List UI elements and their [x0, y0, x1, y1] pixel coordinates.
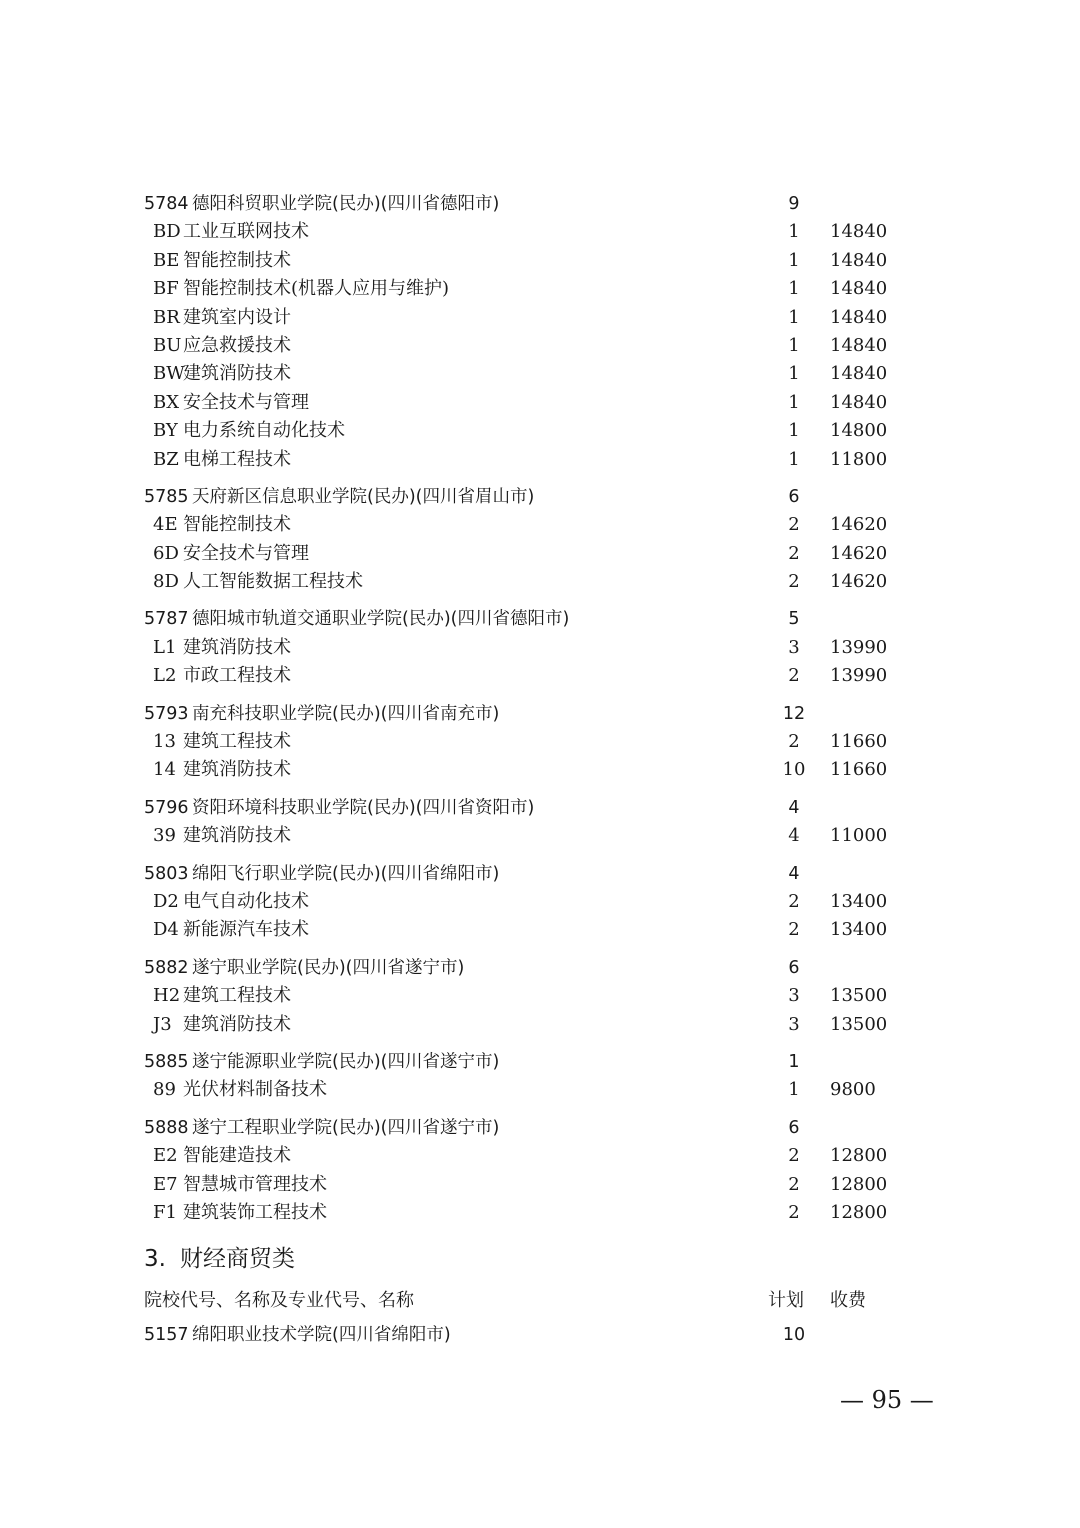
school-row: [144, 483, 904, 511]
major-fee: 14840: [830, 221, 888, 243]
school-code: 5793: [144, 703, 189, 724]
major-row: [144, 634, 904, 662]
major-name: 新能源汽车技术: [183, 919, 309, 941]
major-code: 13: [153, 731, 176, 753]
major-name: 智能控制技术: [183, 249, 291, 271]
major-name: 建筑消防技术: [183, 759, 291, 781]
major-row: [144, 417, 904, 445]
major-code: F1: [153, 1201, 177, 1223]
major-name: 电气自动化技术: [183, 890, 309, 912]
school-name: 绵阳职业技术学院(四川省绵阳市): [192, 1325, 451, 1346]
major-code: D4: [153, 919, 179, 941]
major-code: BU: [153, 334, 182, 356]
major-code: 4E: [153, 514, 178, 536]
major-fee: 11800: [830, 448, 888, 470]
major-name: 建筑消防技术: [183, 363, 291, 385]
major-code: L2: [153, 665, 177, 687]
school-code: 5784: [144, 194, 189, 214]
major-code: BZ: [153, 448, 179, 470]
major-fee: 11000: [830, 825, 888, 847]
school-plan: 10: [782, 1325, 806, 1346]
school-plan: 6: [788, 957, 800, 978]
major-fee: 13990: [830, 665, 888, 687]
major-row: [144, 728, 904, 756]
major-name: 建筑工程技术: [183, 731, 291, 753]
table-header: [144, 1281, 904, 1321]
major-code: BF: [153, 278, 179, 300]
major-code: BR: [153, 306, 180, 328]
major-row: [144, 756, 904, 784]
school-row: [144, 605, 904, 633]
major-row: [144, 888, 904, 916]
major-code: BD: [153, 221, 181, 243]
school-row: [144, 190, 904, 218]
major-plan: 2: [788, 731, 800, 753]
major-row: [144, 304, 904, 332]
major-row: [144, 1171, 904, 1199]
major-row: [144, 1011, 904, 1039]
major-plan: 3: [788, 1013, 800, 1035]
school-row: [144, 860, 904, 888]
major-plan: 1: [788, 221, 800, 243]
major-plan: 1: [788, 249, 800, 271]
major-fee: 12800: [830, 1173, 888, 1195]
school-code: 5888: [144, 1117, 189, 1138]
major-name: 智能控制技术: [183, 514, 291, 536]
school-row: [144, 954, 904, 982]
school-name: 德阳科贸职业学院(民办)(四川省德阳市): [192, 194, 500, 214]
major-plan: 1: [788, 420, 800, 442]
school-row: [144, 1321, 904, 1349]
major-code: BW: [153, 363, 185, 385]
major-plan: 3: [788, 636, 800, 658]
major-row: [144, 916, 904, 944]
major-row: [144, 982, 904, 1010]
school-plan: 4: [788, 797, 800, 818]
school-name: 南充科技职业学院(民办)(四川省南充市): [192, 703, 500, 724]
major-code: E2: [153, 1145, 178, 1167]
major-name: 智能建造技术: [183, 1145, 291, 1167]
major-name: 光伏材料制备技术: [183, 1079, 327, 1101]
major-plan: 1: [788, 391, 800, 413]
major-name: 智能控制技术(机器人应用与维护): [183, 278, 450, 300]
major-plan: 2: [788, 571, 800, 593]
major-name: 人工智能数据工程技术: [183, 571, 363, 593]
major-row: [144, 218, 904, 246]
major-name: 电梯工程技术: [183, 448, 291, 470]
major-row: [144, 1199, 904, 1227]
major-row: [144, 822, 904, 850]
school-plan: 5: [788, 609, 800, 630]
major-fee: 9800: [830, 1079, 876, 1101]
major-fee: 14620: [830, 542, 888, 564]
section-number: 3.: [144, 1246, 166, 1273]
major-plan: 3: [788, 985, 800, 1007]
page-number: — 95 —: [840, 1386, 934, 1414]
major-code: BX: [153, 391, 180, 413]
major-row: [144, 360, 904, 388]
school-plan: 4: [788, 863, 800, 884]
header-plan: 计划: [768, 1290, 804, 1312]
major-fee: 12800: [830, 1145, 888, 1167]
school-row: [144, 700, 904, 728]
major-code: 14: [153, 759, 176, 781]
major-name: 应急救援技术: [183, 334, 291, 356]
major-fee: 14840: [830, 334, 888, 356]
major-plan: 10: [782, 759, 806, 781]
school-plan: 1: [788, 1051, 800, 1072]
school-code: 5157: [144, 1325, 189, 1346]
major-name: 建筑装饰工程技术: [183, 1201, 327, 1223]
school-code: 5787: [144, 609, 189, 630]
major-code: 8D: [153, 571, 179, 593]
section-title: 财经商贸类: [180, 1246, 295, 1273]
school-code: 5882: [144, 957, 189, 978]
header-name: 院校代号、名称及专业代号、名称: [144, 1290, 414, 1312]
major-plan: 4: [788, 825, 800, 847]
school-code: 5785: [144, 486, 189, 507]
school-name: 绵阳飞行职业学院(民办)(四川省绵阳市): [192, 863, 500, 884]
school-row: [144, 1048, 904, 1076]
school-plan: 9: [788, 194, 800, 214]
major-plan: 1: [788, 306, 800, 328]
major-row: [144, 1076, 904, 1104]
major-plan: 1: [788, 448, 800, 470]
major-row: [144, 540, 904, 568]
major-plan: 2: [788, 919, 800, 941]
school-row: [144, 1114, 904, 1142]
major-plan: 1: [788, 363, 800, 385]
major-row: [144, 662, 904, 690]
major-code: L1: [153, 636, 177, 658]
schools-list: [144, 190, 904, 1227]
major-code: D2: [153, 890, 179, 912]
school-row: [144, 794, 904, 822]
major-name: 电力系统自动化技术: [183, 420, 345, 442]
major-name: 智慧城市管理技术: [183, 1173, 327, 1195]
major-fee: 11660: [830, 731, 888, 753]
major-fee: 13400: [830, 890, 888, 912]
major-plan: 2: [788, 1173, 800, 1195]
school-plan: 12: [782, 703, 806, 724]
major-plan: 2: [788, 890, 800, 912]
major-fee: 12800: [830, 1201, 888, 1223]
school-name: 德阳城市轨道交通职业学院(民办)(四川省德阳市): [192, 609, 570, 630]
major-name: 安全技术与管理: [183, 542, 309, 564]
school-name: 遂宁能源职业学院(民办)(四川省遂宁市): [192, 1051, 500, 1072]
enrollment-table: [144, 190, 904, 1350]
school-name: 遂宁工程职业学院(民办)(四川省遂宁市): [192, 1117, 500, 1138]
major-fee: 14840: [830, 391, 888, 413]
major-plan: 2: [788, 542, 800, 564]
school-name: 资阳环境科技职业学院(民办)(四川省资阳市): [192, 797, 535, 818]
major-name: 建筑工程技术: [183, 985, 291, 1007]
major-code: 6D: [153, 542, 179, 564]
major-plan: 1: [788, 278, 800, 300]
major-row: [144, 568, 904, 596]
school-plan: 6: [788, 486, 800, 507]
major-code: 39: [153, 825, 176, 847]
major-row: [144, 511, 904, 539]
major-name: 建筑消防技术: [183, 825, 291, 847]
major-fee: 13500: [830, 1013, 888, 1035]
school-code: 5885: [144, 1051, 189, 1072]
school-name: 天府新区信息职业学院(民办)(四川省眉山市): [192, 486, 535, 507]
major-plan: 1: [788, 334, 800, 356]
major-fee: 14840: [830, 363, 888, 385]
major-name: 市政工程技术: [183, 665, 291, 687]
major-fee: 14800: [830, 420, 888, 442]
major-plan: 2: [788, 514, 800, 536]
major-plan: 2: [788, 1145, 800, 1167]
school-name: 遂宁职业学院(民办)(四川省遂宁市): [192, 957, 465, 978]
section-heading: [144, 1239, 904, 1279]
major-code: J3: [153, 1013, 172, 1035]
major-row: [144, 332, 904, 360]
major-fee: 14840: [830, 278, 888, 300]
major-name: 建筑消防技术: [183, 1013, 291, 1035]
major-code: H2: [153, 985, 181, 1007]
major-plan: 1: [788, 1079, 800, 1101]
major-fee: 11660: [830, 759, 888, 781]
major-name: 建筑消防技术: [183, 636, 291, 658]
school-code: 5796: [144, 797, 189, 818]
school-plan: 6: [788, 1117, 800, 1138]
major-name: 安全技术与管理: [183, 391, 309, 413]
header-fee: 收费: [830, 1290, 866, 1312]
major-code: BY: [153, 420, 178, 442]
major-code: BE: [153, 249, 180, 271]
major-row: [144, 446, 904, 474]
major-name: 工业互联网技术: [183, 221, 309, 243]
major-fee: 13400: [830, 919, 888, 941]
major-fee: 14620: [830, 514, 888, 536]
major-code: E7: [153, 1173, 178, 1195]
major-fee: 14840: [830, 306, 888, 328]
major-fee: 13990: [830, 636, 888, 658]
major-fee: 14840: [830, 249, 888, 271]
major-row: [144, 389, 904, 417]
major-row: [144, 275, 904, 303]
major-fee: 13500: [830, 985, 888, 1007]
major-plan: 2: [788, 1201, 800, 1223]
section-schools-list: [144, 1321, 904, 1349]
school-code: 5803: [144, 863, 189, 884]
major-code: 89: [153, 1079, 176, 1101]
major-fee: 14620: [830, 571, 888, 593]
major-plan: 2: [788, 665, 800, 687]
major-row: [144, 1142, 904, 1170]
major-name: 建筑室内设计: [183, 306, 291, 328]
major-row: [144, 247, 904, 275]
